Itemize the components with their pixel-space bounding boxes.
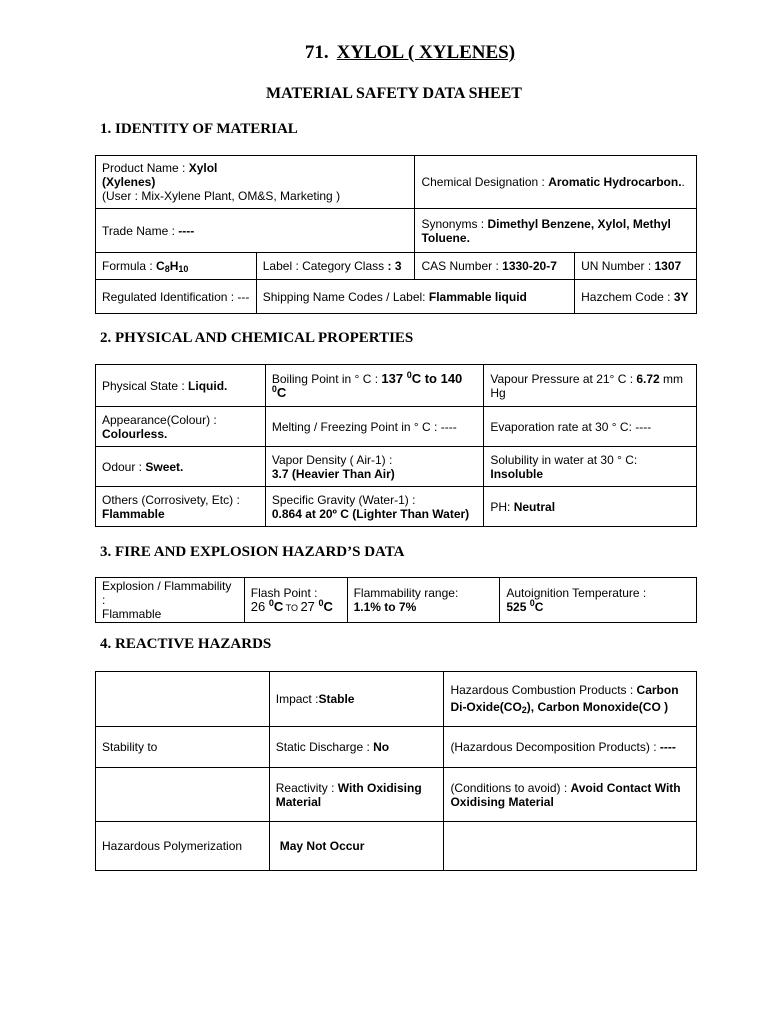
others-cell xyxy=(96,487,266,527)
specific-gravity-cell xyxy=(265,487,484,527)
label-category-value: : 3 xyxy=(387,259,402,273)
table-row xyxy=(96,407,697,447)
identity-table xyxy=(95,155,697,314)
flash-point-low: 26 xyxy=(250,598,269,614)
cas-number-cell xyxy=(415,253,575,280)
product-name-cell xyxy=(96,156,415,209)
formula-label: Formula : xyxy=(102,259,157,273)
co2-sub: 2 xyxy=(521,705,527,715)
table-row xyxy=(96,156,697,209)
chem-label: Chemical Designation : xyxy=(421,175,549,189)
shipping-value: Flammable liquid xyxy=(428,289,527,304)
conditions-avoid-value: Avoid Contact With Oxidising Material xyxy=(450,780,681,809)
document-subtitle: MATERIAL SAFETY DATA SHEET xyxy=(266,85,522,102)
reactive-hazards-table xyxy=(95,671,697,871)
product-name-alt: (Xylenes) xyxy=(102,175,156,189)
vapour-pressure-unit: mm Hg xyxy=(490,371,684,400)
un-number-cell xyxy=(575,253,697,280)
chem-tail: . xyxy=(681,175,685,189)
label-category-cell xyxy=(256,253,415,280)
table-row xyxy=(96,822,697,871)
trade-value: ---- xyxy=(178,223,195,238)
stability-cell: Stability to xyxy=(96,727,270,768)
ph-value: Neutral xyxy=(513,499,556,514)
flammability-range-label: Flammability range: xyxy=(353,586,459,600)
reactivity-value: With Oxidising Material xyxy=(275,780,422,809)
empty-cell xyxy=(96,768,270,822)
appearance-label: Appearance(Colour) : xyxy=(102,412,217,427)
impact-cell xyxy=(269,672,444,727)
section-2-heading: 2. PHYSICAL AND CHEMICAL PROPERTIES xyxy=(100,330,414,346)
material-name: XYLOL ( XYLENES) xyxy=(336,42,516,63)
degree-sup: 0 xyxy=(406,369,412,380)
appearance-value: Colourless. xyxy=(102,426,168,441)
appearance-cell xyxy=(96,407,266,447)
section-4-heading: 4. REACTIVE HAZARDS xyxy=(100,636,272,652)
formula-h: H xyxy=(169,259,179,273)
reactivity-label: Reactivity : xyxy=(275,780,338,795)
formula-h-sub: 10 xyxy=(178,264,189,274)
trade-label: Trade Name : xyxy=(102,223,179,238)
impact-value: Stable xyxy=(318,692,355,706)
explosion-value: Flammable xyxy=(102,607,162,621)
degree-sup: 0 xyxy=(271,383,277,394)
table-row xyxy=(96,447,697,487)
empty-cell xyxy=(96,672,270,727)
autoignition-label: Autoignition Temperature : xyxy=(506,586,647,600)
combustion-products-value-2: ), Carbon Monoxide(CO ) xyxy=(526,700,669,714)
degree-sup: 0 xyxy=(318,597,324,608)
table-row xyxy=(96,365,697,407)
boiling-point-unit: C xyxy=(276,384,287,400)
combustion-products-value: Carbon Di-Oxide(CO xyxy=(450,683,679,714)
un-value: 1307 xyxy=(654,259,682,273)
hazchem-value: 3Y xyxy=(673,289,689,304)
boiling-point-low: 137 xyxy=(381,370,404,386)
vapor-density-value: 3.7 (Heavier Than Air) xyxy=(271,466,395,481)
static-discharge-value: No xyxy=(373,740,390,754)
decomposition-products-value: ---- xyxy=(659,740,676,754)
specific-gravity-value: 0.864 at 20º C (Lighter Than Water) xyxy=(271,506,470,521)
melting-point-cell: Melting / Freezing Point in ° C : ---- xyxy=(265,407,484,447)
table-row xyxy=(96,253,697,280)
solubility-label: Solubility in water at 30 ° C: xyxy=(490,452,638,467)
physical-properties-table xyxy=(95,364,697,527)
section-1-heading: 1. IDENTITY OF MATERIAL xyxy=(100,121,298,137)
product-name-value: Xylol xyxy=(188,161,218,175)
combustion-products-label: Hazardous Combustion Products : xyxy=(450,683,637,697)
table-row xyxy=(96,727,697,768)
flammability-range-value: 1.1% to 7% xyxy=(353,600,417,614)
synonyms-value: Dimethyl Benzene, Xylol, Methyl Toluene. xyxy=(421,216,671,245)
polymerization-value-cell xyxy=(269,822,444,871)
decomposition-products-label: (Hazardous Decomposition Products) : xyxy=(450,740,660,754)
table-row xyxy=(96,209,697,253)
table-row xyxy=(96,487,697,527)
degree-sup: 0 xyxy=(529,598,535,608)
un-label: UN Number : xyxy=(581,259,655,273)
vapor-density-cell xyxy=(265,447,484,487)
formula-c-sub: 8 xyxy=(164,264,170,274)
vapour-pressure-label: Vapour Pressure at 21° C : xyxy=(490,371,637,386)
flash-point-to: TO xyxy=(283,602,301,613)
polymerization-cell: Hazardous Polymerization xyxy=(96,822,270,871)
degree-sup: 0 xyxy=(268,597,274,608)
solubility-cell xyxy=(484,447,697,487)
conditions-avoid-label: (Conditions to avoid) : xyxy=(450,780,571,795)
boiling-point-cell xyxy=(265,365,484,407)
formula-c: C xyxy=(156,259,165,273)
ph-cell xyxy=(484,487,697,527)
explosion-cell xyxy=(96,578,245,623)
flash-point-label: Flash Point : xyxy=(250,585,318,600)
shipping-name-cell xyxy=(256,280,574,314)
autoignition-value: 525 xyxy=(506,600,530,614)
boiling-point-high: C to 140 xyxy=(411,370,463,386)
document-title xyxy=(0,42,768,64)
synonyms-cell xyxy=(415,209,697,253)
vapour-pressure-cell xyxy=(484,365,697,407)
boiling-point-label: Boiling Point in ° C : xyxy=(271,371,382,386)
evaporation-rate-cell: Evaporation rate at 30 ° C: ---- xyxy=(484,407,697,447)
odour-value: Sweet. xyxy=(145,459,184,474)
shipping-label: Shipping Name Codes / Label: xyxy=(262,289,429,304)
product-user: (User : Mix-Xylene Plant, OM&S, Marketing ) xyxy=(102,189,341,203)
cas-label: CAS Number : xyxy=(421,259,503,273)
section-3-heading: 3. FIRE AND EXPLOSION HAZARD’S DATA xyxy=(100,544,405,560)
table-row xyxy=(96,768,697,822)
physical-state-cell xyxy=(96,365,266,407)
flash-point-cell xyxy=(244,578,347,623)
static-discharge-label: Static Discharge : xyxy=(275,740,374,754)
polymerization-value: May Not Occur xyxy=(279,839,365,853)
flash-point-unit: C xyxy=(323,598,333,614)
vapour-pressure-value: 6.72 xyxy=(636,371,660,386)
conditions-avoid-cell xyxy=(444,768,697,822)
autoignition-unit: C xyxy=(534,600,544,614)
ph-label: PH: xyxy=(490,499,514,514)
combustion-products-cell xyxy=(444,672,697,727)
hazchem-label: Hazchem Code : xyxy=(581,289,674,304)
trade-name-cell xyxy=(96,209,415,253)
formula-cell xyxy=(96,253,257,280)
flash-point-unit: C xyxy=(273,598,284,614)
solubility-value: Insoluble xyxy=(490,466,544,481)
odour-cell xyxy=(96,447,266,487)
others-label: Others (Corrosivety, Etc) : xyxy=(102,492,240,507)
document-number: 71. xyxy=(304,42,329,63)
physical-state-value: Liquid. xyxy=(188,378,228,393)
hazchem-cell xyxy=(575,280,697,314)
physical-state-label: Physical State : xyxy=(102,378,189,393)
explosion-label: Explosion / Flammability : xyxy=(102,579,232,607)
static-discharge-cell xyxy=(269,727,444,768)
synonyms-label: Synonyms : xyxy=(421,216,488,231)
label-category-label: Label : Category Class xyxy=(262,259,388,273)
table-row xyxy=(96,672,697,727)
flash-point-high: 27 xyxy=(300,598,319,614)
chem-value: Aromatic Hydrocarbon. xyxy=(548,175,682,189)
cas-value: 1330-20-7 xyxy=(502,259,557,273)
regulated-id-cell: Regulated Identification : --- xyxy=(96,280,257,314)
table-row xyxy=(96,578,697,623)
product-name-label: Product Name : xyxy=(102,161,189,175)
decomposition-products-cell xyxy=(444,727,697,768)
table-row xyxy=(96,280,697,314)
flammability-range-cell xyxy=(347,578,500,623)
chemical-designation-cell xyxy=(415,156,697,209)
empty-cell xyxy=(444,822,697,871)
fire-hazard-table xyxy=(95,577,697,623)
vapor-density-label: Vapor Density ( Air-1) : xyxy=(271,452,393,467)
odour-label: Odour : xyxy=(102,459,146,474)
reactivity-cell xyxy=(269,768,444,822)
autoignition-cell xyxy=(500,578,697,623)
impact-label: Impact : xyxy=(275,692,319,706)
others-value: Flammable xyxy=(102,506,165,521)
specific-gravity-label: Specific Gravity (Water-1) : xyxy=(271,492,416,507)
